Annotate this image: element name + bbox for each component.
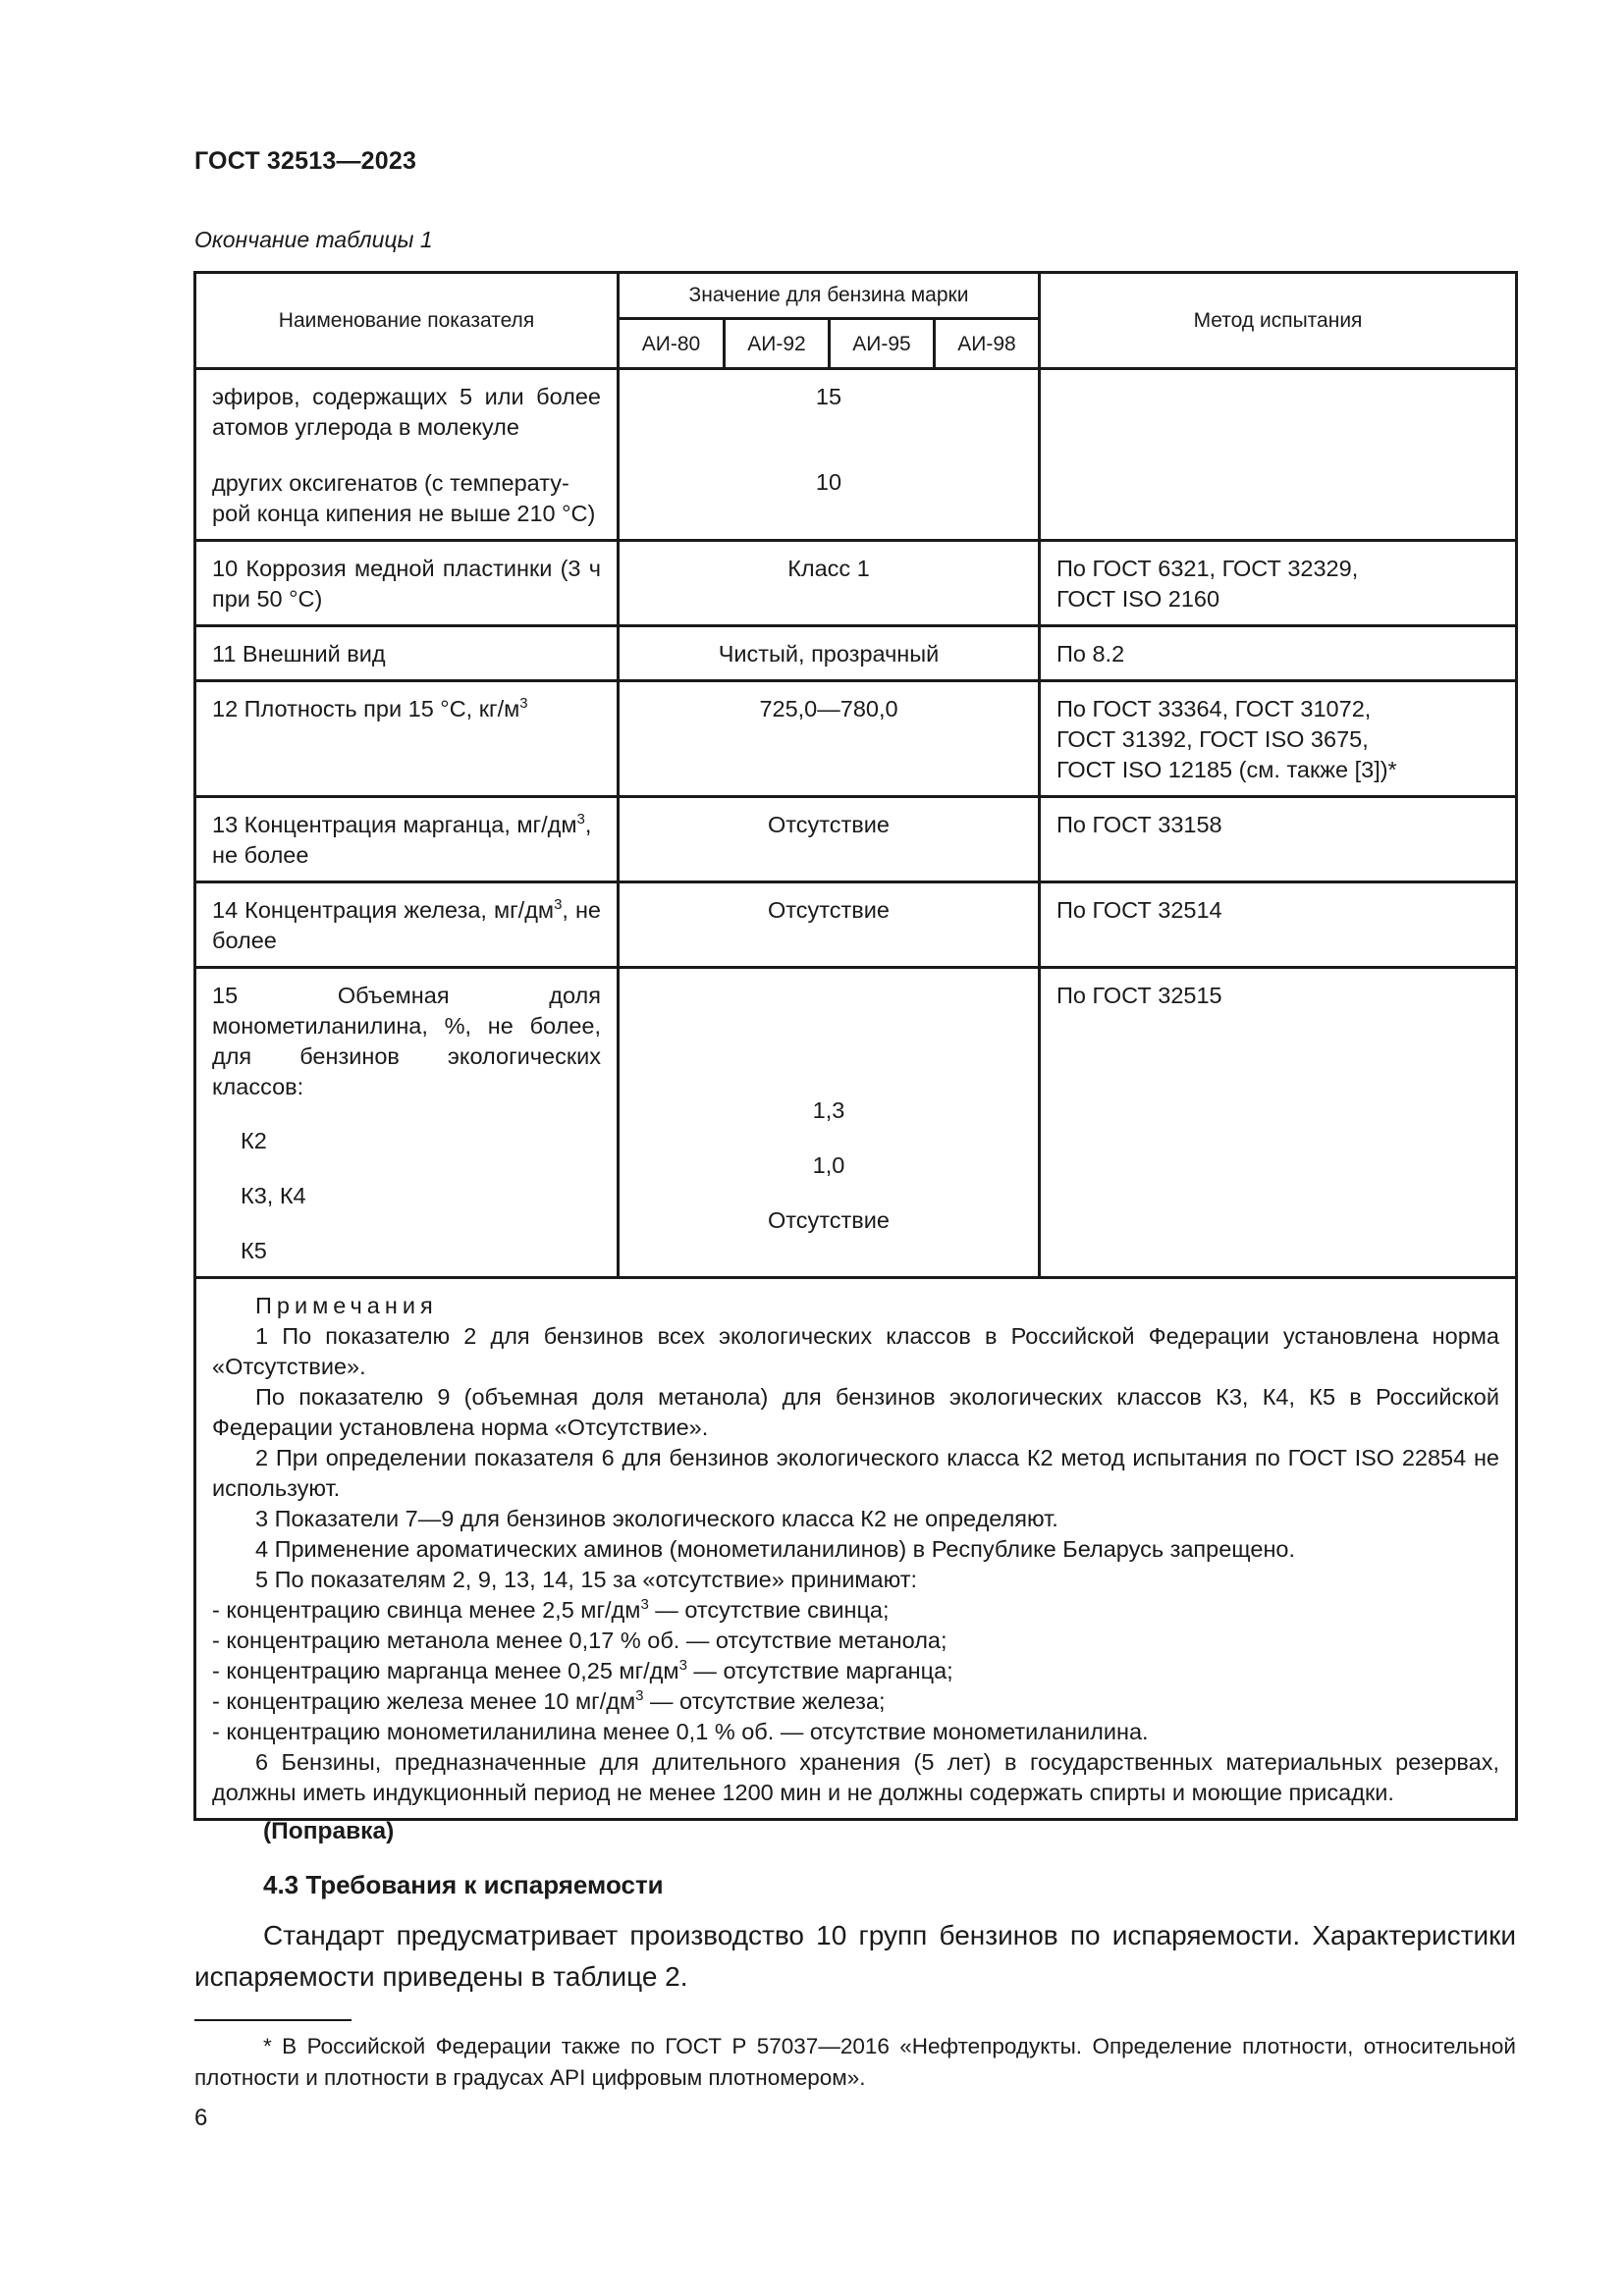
note-item: 1 По показателю 2 для бензинов всех экологических классов в Российской Федерации установлена норма «Отсутствие». [212, 1323, 1499, 1379]
page-number: 6 [194, 2105, 208, 2131]
sub-label: К3, К4 [241, 1183, 306, 1208]
notes-title: Примечания [255, 1293, 438, 1318]
row-label: 15 Объемная доля монометиланилина, %, не более, для бензинов экологических классов: [212, 983, 601, 1099]
note-item: 2 При определении показателя 6 для бензинов экологического класса К2 метод испытания по ГОСТ ISO 22854 не используют. [212, 1445, 1499, 1501]
row-value: 15 [815, 384, 842, 409]
row-label: эфиров, содержащих 5 или более атомов углерода в молекуле [212, 384, 601, 440]
row-value: 725,0—780,0 [759, 696, 898, 721]
note-bullet: - концентрацию свинца менее 2,5 $мг/дм^3$ — отсутствие свинца; [212, 1596, 890, 1623]
table-row [195, 968, 1517, 1278]
row-method: По ГОСТ 32514 [1056, 897, 1222, 923]
header-grade: АИ-92 [725, 319, 830, 369]
sub-label: К5 [241, 1238, 267, 1263]
footnote: * В Российской Федерации также по ГОСТ Р 57037—2016 «Нефтепродукты. Определение плотности, относительной плотности и плотности в градусах API цифровым плотномером». [194, 2034, 1516, 2090]
header-grade: АИ-95 [830, 319, 935, 369]
row-label: 11 Внешний вид [212, 641, 386, 667]
note-bullet: - концентрацию метанола менее 0,17 % об. — отсутствие метанола; [212, 1628, 947, 1653]
note-item: По показателю 9 (объемная доля метанола) для бензинов экологических классов К3, К4, К5 в Российской Федерации установлена норма «Отсутствие». [212, 1384, 1499, 1440]
note-bullet: - концентрацию монометиланилина менее 0,1 % об. — отсутствие монометиланилина. [212, 1719, 1149, 1744]
note-item: 6 Бензины, предназначенные для длительного хранения (5 лет) в государственных материальных резервах, должны иметь индукционный период не менее 1200 мин и не должны содержать спирты и моющие присадки. [212, 1749, 1499, 1805]
row-method: По ГОСТ 33364, ГОСТ 31072, ГОСТ 31392, ГОСТ ISO 3675, ГОСТ ISO 12185 (см. также [3])* [1056, 696, 1397, 782]
table-row [195, 626, 1517, 681]
row-value: Чистый, прозрачный [718, 641, 940, 667]
sub-value: Отсутствие [768, 1207, 890, 1233]
note-bullet: - концентрацию марганца менее 0,25 $мг/дм^3$ — отсутствие марганца; [212, 1657, 953, 1683]
sub-label: К2 [241, 1128, 267, 1153]
footnote-divider [194, 2019, 352, 2021]
table-row [195, 797, 1517, 882]
section-title: 4.3 Требования к испаряемости [263, 1870, 664, 1899]
sub-value: 1,0 [812, 1152, 845, 1178]
table-row [195, 369, 1517, 541]
row-method: По ГОСТ 6321, ГОСТ 32329, ГОСТ ISO 2160 [1056, 556, 1359, 612]
table-caption: Окончание таблицы 1 [194, 227, 433, 252]
table-row [195, 681, 1517, 797]
row-value: 10 [815, 469, 842, 495]
notes-row [195, 1278, 1517, 1820]
note-bullet: - концентрацию железа менее 10 $мг/дм^3$ — отсутствие железа; [212, 1687, 886, 1714]
row-label: 12 Плотность при 15 °С, $кг/м^3$ [212, 695, 528, 721]
row-method: По 8.2 [1056, 641, 1125, 667]
correction-label: (Поправка) [263, 1818, 395, 1844]
row-method: По ГОСТ 32515 [1056, 983, 1222, 1008]
row-value: Отсутствие [768, 897, 890, 923]
header-indicator: Наименование показателя [195, 273, 619, 369]
row-value: Отсутствие [768, 812, 890, 837]
header-grade: АИ-98 [935, 319, 1040, 369]
row-label: 10 Коррозия медной пластинки (3 ч при 50 °С) [212, 556, 601, 612]
specification-table [193, 271, 1518, 1821]
sub-value: 1,3 [812, 1097, 845, 1123]
note-item: 5 По показателям 2, 9, 13, 14, 15 за «отсутствие» принимают: [255, 1567, 917, 1592]
document-header: ГОСТ 32513—2023 [194, 147, 417, 175]
table-row [195, 882, 1517, 968]
header-method: Метод испытания [1040, 273, 1517, 369]
row-label: 14 Концентрация железа, $мг/дм^3$, не более [212, 896, 601, 953]
header-grade: АИ-80 [619, 319, 725, 369]
row-label: других оксигенатов (с температу- рой конца кипения не выше 210 °С) [212, 470, 596, 526]
row-method: По ГОСТ 33158 [1056, 812, 1222, 837]
row-label: 13 Концентрация марганца, $мг/дм^3$, не более [212, 811, 592, 868]
note-item: 4 Применение ароматических аминов (монометиланилинов) в Республике Беларусь запрещено. [255, 1536, 1296, 1562]
note-item: 3 Показатели 7—9 для бензинов экологического класса К2 не определяют. [255, 1506, 1058, 1531]
table-row [195, 541, 1517, 626]
header-value-group: Значение для бензина марки [619, 273, 1040, 319]
row-value: Класс 1 [787, 556, 870, 581]
section-body: Стандарт предусматривает производство 10 групп бензинов по испаряемости. Характеристики испаряемости приведены в таблице 2. [194, 1920, 1516, 1992]
